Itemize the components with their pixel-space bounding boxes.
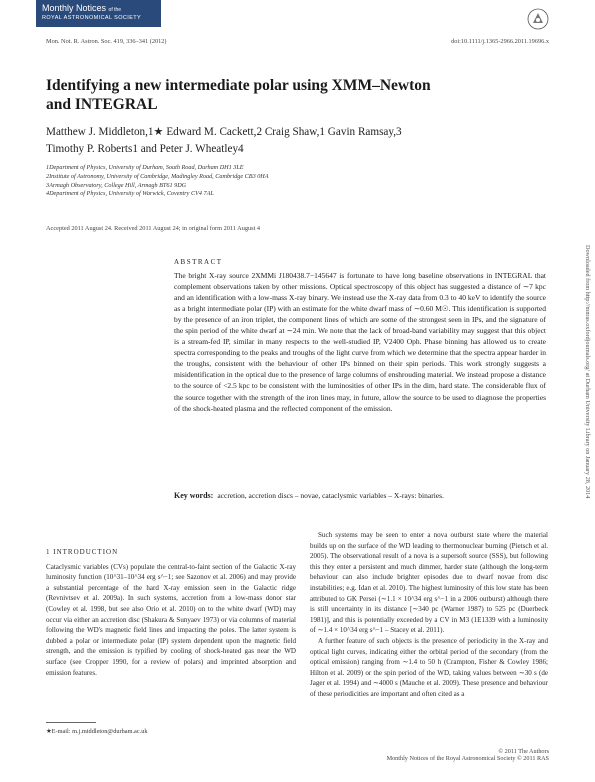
affiliations (46, 164, 269, 199)
affiliation-3: 3Armagh Observatory, College Hill, Armagh BT61 9DG (46, 181, 187, 189)
column-right (310, 530, 548, 700)
banner-society: ROYAL ASTRONOMICAL SOCIETY (42, 15, 142, 21)
affiliation-2: 2Institute of Astronomy, University of Cambridge, Madingley Road, Cambridge CB3 0HA (46, 172, 269, 180)
paragraph-periodicity: A further feature of such objects is the presence of periodicity in the X-ray and optical light curves, indicating either the orbital period of the secondary (from the optical emission) ranging from ∼1.4 to 50 h (Crampton, Fisher & Cowley 1986; Hilton et al. 2009) or the spin period of the WD, taking values between ∼30 s (de Jager et al. 1994) and ∼4000 s (Mauche et al. 2009). These presence and behaviour of these periodicities are important and often cited as a (310, 636, 548, 698)
ras-crest-icon (527, 8, 549, 30)
abstract-text: The bright X-ray source 2XMMi J180438.7−145647 is fortunate to have long baseline observations in INTEGRAL that complement observations taken by other missions. Optical spectroscopy of this object has suggested a distance of ∼7 kpc and an identification with a low-mass X-ray binary. We instead use the X-ray data from 0.3 to 40 keV to identify the source as a bright intermediate polar (IP) with an estimate for the white dwarf mass of ∼0.60 M☉. This identification is supported by the presence of an iron triplet, the component lines of which are some of the strongest seen in IPs, and the signature of the spin period of the white dwarf at ∼24 min. We note that the lack of broad-band variability may suggest that this object is a stream-fed IP, similar in many respects to the well-studied IP, V2400 Oph. Phase binning has allowed us to create spectra corresponding to the peaks and troughs of the light curve from which we determine that the spectra appear harder in the troughs, consistent with the behaviour of other IPs binned on their spin periods. This work strongly suggests a misidentification in the optical due to the presence of large columns of enshrouding material. We instead propose a distance to the source of <2.5 kpc to be consistent with the luminosities of other IPs in the dim, hard state. The considerable flux of the source together with the strength of the iron lines may, in future, allow the source to be used to diagnose the properties of the shock-heated plasma and the reflected component of the emission. (174, 271, 546, 413)
keywords-label: Key words: (174, 491, 214, 500)
doi-link[interactable]: doi:10.1111/j.1365-2966.2011.19696.x (451, 38, 549, 45)
affiliation-4: 4Department of Physics, University of Warwick, Coventry CV4 7AL (46, 190, 214, 198)
running-head-left: Mon. Not. R. Astron. Soc. 419, 336–341 (2012) (46, 38, 167, 45)
footnote-email[interactable]: ★E-mail: m.j.middleton@durham.ac.uk (46, 728, 148, 735)
keywords-text: accretion, accretion discs – novae, cataclysmic variables – X-rays: binaries. (217, 491, 444, 500)
section-heading: 1 INTRODUCTION (46, 548, 119, 556)
footnote-rule (46, 722, 96, 723)
intro-paragraph: Cataclysmic variables (CVs) populate the central-to-faint section of the Galactic X-ray luminosity function (10^31–10^34 erg s^−1; see Sazonov et al. 2006) and may provide a substantial percentage of the hard X-ray emission seen in the Galactic ridge (Revnivtsev et al. 2009a). In such systems, accretion from a low-mass donor star (Cowley et al. 1998, but see also Orio et al. 2010) on to the white dwarf (WD) may occur via either an accretion disc (Shakura & Sunyaev 1973) or via columns of material following the WD's magnetic field lines and impacting the poles. The latter system is dubbed a polar or intermediate polar (IP) system dependent upon the magnetic field strength, and the emission is typified by cooling of shock-heated gas near the WD surface (see Cropper 1990, for a review of polars) and imprinted absorption and emission features. (46, 562, 296, 677)
abstract-heading: ABSTRACT (174, 258, 223, 266)
column-left (46, 547, 296, 678)
paper-title: Identifying a new intermediate polar using XMM–Newton and INTEGRAL (46, 77, 431, 113)
accepted-dates: Accepted 2011 August 24. Received 2011 August 24; in original form 2011 August 4 (46, 225, 261, 232)
banner-title: Monthly Notices of the (42, 3, 122, 13)
paragraph-novae: Such systems may be seen to enter a nova outburst state where the material builds up on the surface of the WD leading to thermonuclear burning (Pietsch et al. 2005). The observational result of a nova is a supersoft source (SSS), but following this they enter a persistent and much dimmer, harder state (although the long-term behaviour can also include brighter episodes due to dwarf novae from disc instabilities; e.g. Idan et al. 2010). The highest luminosity of this low state has been attributed to GK Persei (∼1.1 × 10^34 erg s^−1 in a 2006 outburst) although there is still uncertainty in its distance [∼340 pc (Warner 1987) to 525 pc (Duerbeck 1981)], and this is potentially exceeded by a CV in M3 (1E1339 with a luminosity of ∼1.4 × 10^34 erg s^−1 – Stacey et al. 2011). (310, 531, 548, 635)
journal-banner (36, 0, 161, 27)
download-watermark: Downloaded from http://mnras.oxfordjournals.org/ at Durham University Library on January 28, 2014 (584, 245, 591, 499)
author-list: Matthew J. Middleton,1★ Edward M. Cackett,2 Craig Shaw,1 Gavin Ramsay,3 Timothy P. Roberts1 and Peter J. Wheatley4 (46, 126, 402, 155)
keywords (174, 490, 546, 501)
copyright: © 2011 The Authors Monthly Notices of the Royal Astronomical Society © 2011 RAS (386, 748, 549, 762)
affiliation-1: 1Department of Physics, University of Durham, South Road, Durham DH1 3LE (46, 164, 244, 171)
